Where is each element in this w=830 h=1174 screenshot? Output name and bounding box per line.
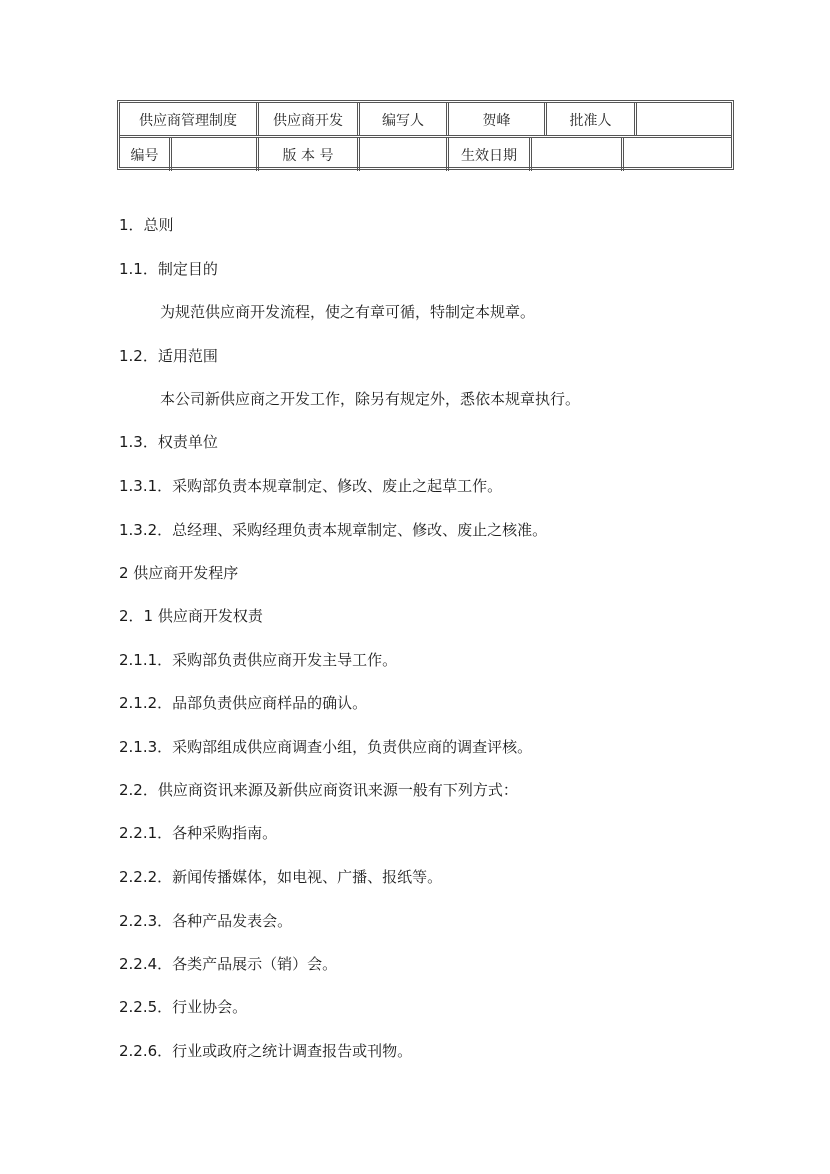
header-cell-category: 供应商开发 xyxy=(273,112,343,129)
clause: 1.3.2．总经理、采购经理负责本规章制定、修改、废止之核准。 xyxy=(119,521,548,539)
paragraph: 本公司新供应商之开发工作，除另有规定外，悉依本规章执行。 xyxy=(160,390,581,408)
header-cell-version-label: 版 本 号 xyxy=(282,147,334,164)
clause: 2.2.3．各种产品发表会。 xyxy=(119,912,293,930)
header-cell-effective-date xyxy=(532,138,621,171)
subsection-heading: 2.2．供应商资讯来源及新供应商资讯来源一般有下列方式： xyxy=(119,781,518,799)
header-cell-version xyxy=(360,138,446,171)
clause: 1.3.1．采购部负责本规章制定、修改、废止之起草工作。 xyxy=(119,477,503,495)
paragraph: 为规范供应商开发流程，使之有章可循，特制定本规章。 xyxy=(160,303,536,321)
clause: 2.1.3．采购部组成供应商调查小组，负责供应商的调查评核。 xyxy=(119,738,533,756)
subsection-heading: 1.2．适用范围 xyxy=(119,347,218,365)
subsection-heading: 2．1 供应商开发权责 xyxy=(119,607,263,625)
header-cell-author-label: 编写人 xyxy=(382,112,424,129)
header-cell-number xyxy=(172,138,256,171)
subsection-heading: 1.1．制定目的 xyxy=(119,260,218,278)
clause: 2.1.2．品部负责供应商样品的确认。 xyxy=(119,694,368,712)
header-cell-number-label: 编号 xyxy=(130,147,159,164)
header-cell-author: 贺峰 xyxy=(482,112,511,129)
header-cell-approver xyxy=(637,103,731,136)
clause: 2.1.1．采购部负责供应商开发主导工作。 xyxy=(119,651,398,669)
clause: 2.2.4．各类产品展示（销）会。 xyxy=(119,955,338,973)
header-cell-title: 供应商管理制度 xyxy=(139,112,237,129)
subsection-heading: 1.3．权责单位 xyxy=(119,433,218,451)
clause: 2.2.6．行业或政府之统计调查报告或刊物。 xyxy=(119,1042,413,1060)
clause: 2.2.5．行业协会。 xyxy=(119,998,248,1016)
header-cell-extra xyxy=(624,138,731,171)
section-heading: 1．总则 xyxy=(119,216,174,234)
clause: 2.2.2．新闻传播媒体，如电视、广播、报纸等。 xyxy=(119,868,443,886)
header-cell-effective-date-label: 生效日期 xyxy=(461,147,517,164)
section-heading: 2 供应商开发程序 xyxy=(119,564,239,582)
header-table xyxy=(117,100,734,170)
header-cell-approver-label: 批准人 xyxy=(569,112,612,129)
clause: 2.2.1．各种采购指南。 xyxy=(119,824,278,842)
